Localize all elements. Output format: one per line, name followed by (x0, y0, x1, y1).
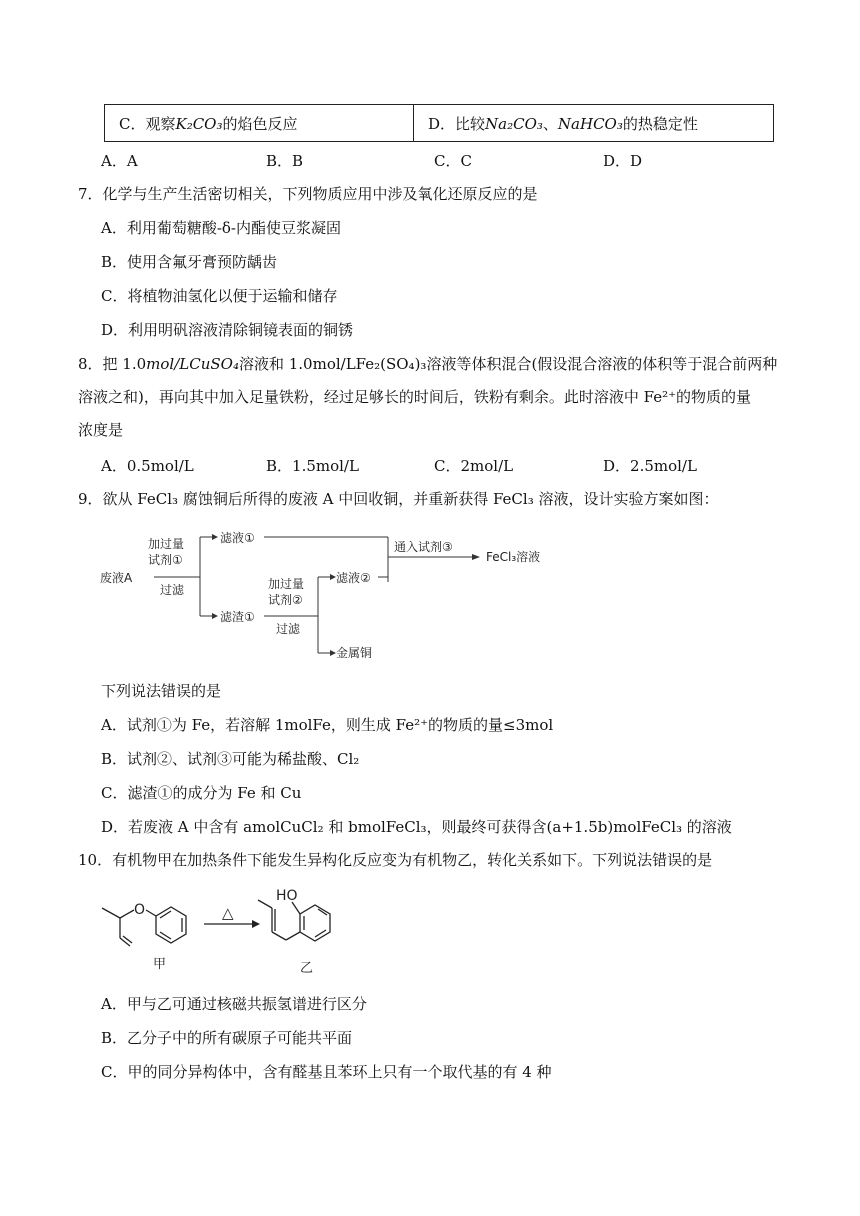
q8-part2: 溶液和 1.0mol/LFe₂(SO₄)₃溶液等体积混合(假设混合溶液的体积等于混合前两种 (238, 355, 778, 373)
q8-stem-line1 (78, 354, 777, 374)
q6-d-formula2: NaHCO₃ (557, 114, 623, 133)
q8-option-a: A．0.5mol/L (101, 457, 194, 475)
q10-stem: 10．有机物甲在加热条件下能发生异构化反应变为有机物乙，转化关系如下。下列说法错误的是 (78, 851, 713, 869)
q6-option-d-cell (414, 105, 774, 142)
q9-add2-line1: 加过量 (268, 577, 305, 591)
q9-filtrate1-label: 滤液① (220, 531, 255, 545)
q9-stem: 9．欲从 FeCl₃ 腐蚀铜后所得的废液 A 中回收铜，并重新获得 FeCl₃ 溶液，设计实验方案如图： (78, 490, 719, 508)
q9-option-a: A．试剂①为 Fe，若溶解 1molFe，则生成 Fe²⁺的物质的量≤3mol (101, 716, 554, 734)
q7-option-d: D．利用明矾溶液清除铜镜表面的铜锈 (101, 321, 354, 339)
q10-option-a: A．甲与乙可通过核磁共振氢谱进行区分 (101, 995, 367, 1013)
q7-option-a: A．利用葡萄糖酸-δ-内酯使豆浆凝固 (101, 219, 342, 237)
q7-stem: 7．化学与生产生活密切相关，下列物质应用中涉及氧化还原反应的是 (78, 185, 538, 203)
q8-stem-line3: 浓度是 (78, 421, 124, 439)
q6-option-d: D．D (603, 152, 643, 170)
q6-d-suffix: 的热稳定性 (622, 114, 698, 133)
q10-oxygen-label: O (134, 902, 146, 918)
q6-c-formula: K₂CO₃ (175, 114, 223, 133)
q10-option-c: C．甲的同分异构体中，含有醛基且苯环上只有一个取代基的有 4 种 (101, 1063, 552, 1081)
q8-stem-line2: 溶液之和)，再向其中加入足量铁粉，经过足够长的时间后，铁粉有剩余。此时溶液中 Fe²⁺的物质的量 (78, 388, 752, 406)
q9-add2-line2: 试剂② (268, 593, 303, 607)
q8-part1: 8．把 1.0 (78, 355, 147, 373)
q6-d-sep: 、 (542, 114, 558, 133)
q9-filtrate2-label: 滤液② (336, 571, 371, 585)
q6-option-c-cell (105, 105, 414, 142)
q9-option-b: B．试剂②、试剂③可能为稀盐酸、Cl₂ (101, 750, 360, 768)
q9-product-label: FeCl₃溶液 (486, 550, 541, 564)
q6-c-prefix: C．观察 (119, 114, 176, 133)
q10-reaction-scheme (96, 880, 356, 980)
q10-left-name: 甲 (153, 957, 167, 972)
q9-copper-label: 金属铜 (336, 646, 373, 660)
q10-hydroxyl-label: HO (276, 888, 298, 904)
q6-d-formula1: Na₂CO₃ (485, 114, 543, 133)
q9-flow-diagram (96, 526, 556, 662)
q6-option-c: C．C (434, 152, 472, 170)
q9-add1-line1: 加过量 (148, 537, 185, 551)
q9-residue1-label: 滤渣① (220, 610, 255, 624)
q8-options (101, 455, 781, 475)
q8-option-c: C．2mol/L (434, 457, 514, 475)
q6-d-prefix: D．比较 (428, 114, 486, 133)
q10-right-name: 乙 (300, 961, 314, 976)
q9-pass3-label: 通入试剂③ (394, 540, 453, 554)
q9-option-c: C．滤渣①的成分为 Fe 和 Cu (101, 784, 302, 802)
q6-options (101, 150, 781, 170)
q6-option-a: A．A (101, 152, 138, 170)
q6-option-b: B．B (266, 152, 304, 170)
q9-filter2-label: 过滤 (276, 622, 301, 636)
q6-options-table (104, 104, 774, 142)
q8-formula: mol/LCuSO₄ (146, 355, 239, 373)
q10-option-b: B．乙分子中的所有碳原子可能共平面 (101, 1029, 353, 1047)
q9-prompt: 下列说法错误的是 (101, 682, 222, 700)
q8-option-d: D．2.5mol/L (603, 457, 697, 475)
q9-add1-line2: 试剂① (148, 553, 183, 567)
q9-waste-label: 废液A (100, 571, 133, 585)
q9-filter1-label: 过滤 (160, 583, 185, 597)
q7-option-b: B．使用含氟牙膏预防龋齿 (101, 253, 278, 271)
q7-option-c: C．将植物油氢化以便于运输和储存 (101, 287, 338, 305)
q10-heat-label: △ (222, 904, 234, 922)
q8-option-b: B．1.5mol/L (266, 457, 359, 475)
q6-c-suffix: 的焰色反应 (222, 114, 298, 133)
q9-option-d: D．若废液 A 中含有 amolCuCl₂ 和 bmolFeCl₃，则最终可获得含(a+1.5b)molFeCl₃ 的溶液 (101, 818, 732, 836)
